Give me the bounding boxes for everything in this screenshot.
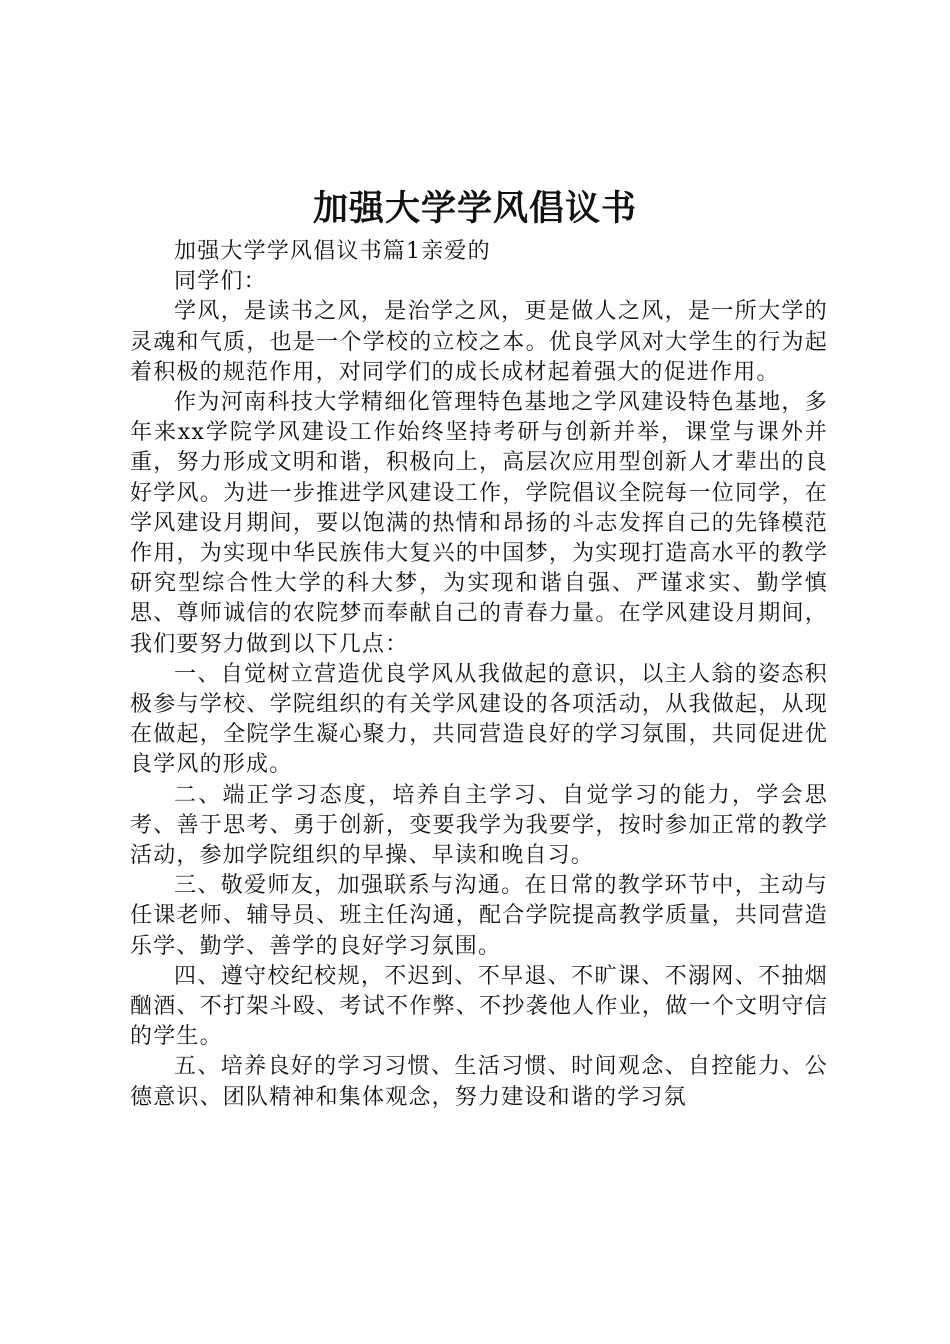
document-title: 加强大学学风倡议书 — [312, 189, 637, 229]
intro-line: 加强大学学风倡议书篇1亲爱的 — [174, 239, 491, 264]
paragraph-point-2: 二、端正学习态度，培养自主学习、自觉学习的能力，学会思考、善于思考、勇于创新，变要我学为我要学，按时参加正常的教学活动，参加学院组织的早操、早读和晚自习。 — [130, 782, 828, 869]
document-body — [130, 237, 828, 1113]
paragraph-initiative: 作为河南科技大学精细化管理特色基地之学风建设特色基地，多年来xx学院学风建设工作始终坚持考研与创新并举，课堂与课外并重，努力形成文明和谐，积极向上，高层次应用型创新人才辈出的良好学风。为进一步推进学风建设工作，学院倡议全院每一位同学，在学风建设月期间，要以饱满的热情和昂扬的斗志发挥自己的先锋模范作用，为实现中华民族伟大复兴的中国梦，为实现打造高水平的教学研究型综合性大学的科大梦，为实现和谐自强、严谨求实、勤学慎思、尊师诚信的农院梦而奉献自己的青春力量。在学风建设月期间，我们要努力做到以下几点： — [130, 390, 828, 657]
paragraph-point-3: 三、敬爱师友，加强联系与沟通。在日常的教学环节中，主动与任课老师、辅导员、班主任沟通，配合学院提高教学质量，共同营造乐学、勤学、善学的良好学习氛围。 — [130, 873, 828, 959]
salutation: 同学们： — [174, 269, 267, 295]
paragraph-point-1: 一、自觉树立营造优良学风从我做起的意识，以主人翁的姿态积极参与学校、学院组织的有关学风建设的各项活动，从我做起，从现在做起，全院学生凝心聚力，共同营造良好的学习氛围，共同促进优良学风的形成。 — [130, 661, 828, 778]
paragraph-point-5: 五、培养良好的学习习惯、生活习惯、时间观念、自控能力、公德意识、团队精神和集体观念，努力建设和谐的学习氛 — [130, 1054, 828, 1110]
paragraph-study-style: 学风，是读书之风，是治学之风，更是做人之风，是一所大学的灵魂和气质，也是一个学校的立校之本。优良学风对大学生的行为起着积极的规范作用，对同学们的成长成材起着强大的促进作用。 — [130, 299, 828, 385]
paragraph-point-4: 四、遵守校纪校规，不迟到、不早退、不旷课、不溺网、不抽烟酗酒、不打架斗殴、考试不作弊、不抄袭他人作业，做一个文明守信的学生。 — [130, 963, 828, 1050]
